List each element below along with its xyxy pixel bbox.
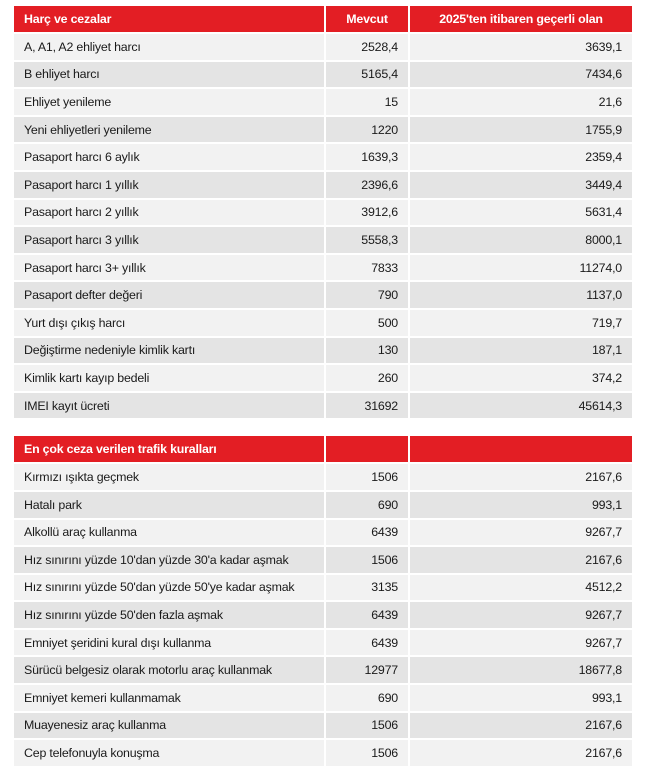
header-rule-name: En çok ceza verilen trafik kuralları [14, 436, 326, 462]
row-new-value: 2167,6 [410, 547, 632, 573]
row-current-value: 6439 [326, 602, 410, 628]
row-label: Sürücü belgesiz olarak motorlu araç kullanmak [14, 657, 326, 683]
row-label: Pasaport harcı 2 yıllık [14, 200, 326, 226]
row-label: Emniyet kemeri kullanmamak [14, 685, 326, 711]
table-row [14, 227, 632, 253]
row-current-value: 2396,6 [326, 172, 410, 198]
row-label: B ehliyet harcı [14, 62, 326, 88]
row-new-value: 2167,6 [410, 740, 632, 766]
table-row [14, 492, 632, 518]
row-label: Pasaport harcı 3+ yıllık [14, 255, 326, 281]
row-label: Muayenesiz araç kullanma [14, 713, 326, 739]
row-current-value: 7833 [326, 255, 410, 281]
row-label: Değiştirme nedeniyle kimlik kartı [14, 338, 326, 364]
row-current-value: 15 [326, 89, 410, 115]
table-gap [0, 420, 645, 434]
row-current-value: 690 [326, 492, 410, 518]
row-current-value: 6439 [326, 520, 410, 546]
row-label: IMEI kayıt ücreti [14, 393, 326, 419]
row-new-value: 1137,0 [410, 282, 632, 308]
row-label: Hatalı park [14, 492, 326, 518]
traffic-fines-table-header [14, 436, 632, 462]
table-row [14, 117, 632, 143]
row-new-value: 2167,6 [410, 464, 632, 490]
row-label: Pasaport defter değeri [14, 282, 326, 308]
row-new-value: 8000,1 [410, 227, 632, 253]
table-row [14, 740, 632, 766]
row-new-value: 2359,4 [410, 144, 632, 170]
row-label: Hız sınırını yüzde 50'dan yüzde 50'ye kadar aşmak [14, 575, 326, 601]
header-current: Mevcut [326, 6, 410, 32]
row-new-value: 993,1 [410, 685, 632, 711]
row-current-value: 6439 [326, 630, 410, 656]
row-label: Pasaport harcı 1 yıllık [14, 172, 326, 198]
row-current-value: 12977 [326, 657, 410, 683]
header-fee-name: Harç ve cezalar [14, 6, 326, 32]
row-current-value: 500 [326, 310, 410, 336]
table-row [14, 338, 632, 364]
row-label: Kimlik kartı kayıp bedeli [14, 365, 326, 391]
row-label: Yeni ehliyetleri yenileme [14, 117, 326, 143]
row-current-value: 1639,3 [326, 144, 410, 170]
row-new-value: 2167,6 [410, 713, 632, 739]
table-row [14, 520, 632, 546]
table-row [14, 657, 632, 683]
row-label: Pasaport harcı 3 yıllık [14, 227, 326, 253]
row-label: Ehliyet yenileme [14, 89, 326, 115]
row-new-value: 9267,7 [410, 630, 632, 656]
table-row [14, 172, 632, 198]
row-current-value: 31692 [326, 393, 410, 419]
row-current-value: 1506 [326, 547, 410, 573]
row-new-value: 187,1 [410, 338, 632, 364]
table-row [14, 34, 632, 60]
header-new-empty [410, 436, 632, 462]
row-new-value: 4512,2 [410, 575, 632, 601]
row-current-value: 130 [326, 338, 410, 364]
table-row [14, 62, 632, 88]
row-new-value: 9267,7 [410, 602, 632, 628]
table-row [14, 713, 632, 739]
row-new-value: 21,6 [410, 89, 632, 115]
row-current-value: 1506 [326, 464, 410, 490]
table-row [14, 200, 632, 226]
table-row [14, 310, 632, 336]
table-row [14, 575, 632, 601]
row-new-value: 18677,8 [410, 657, 632, 683]
row-label: Alkollü araç kullanma [14, 520, 326, 546]
row-current-value: 790 [326, 282, 410, 308]
row-current-value: 5558,3 [326, 227, 410, 253]
table-row [14, 547, 632, 573]
row-new-value: 374,2 [410, 365, 632, 391]
row-current-value: 5165,4 [326, 62, 410, 88]
fees-table [14, 4, 632, 420]
row-current-value: 3135 [326, 575, 410, 601]
table-row [14, 602, 632, 628]
table-row [14, 255, 632, 281]
table-row [14, 144, 632, 170]
row-current-value: 1506 [326, 740, 410, 766]
row-label: Pasaport harcı 6 aylık [14, 144, 326, 170]
traffic-fines-table [14, 434, 632, 768]
row-current-value: 3912,6 [326, 200, 410, 226]
table-row [14, 282, 632, 308]
row-current-value: 2528,4 [326, 34, 410, 60]
table-row [14, 89, 632, 115]
row-new-value: 9267,7 [410, 520, 632, 546]
row-label: Yurt dışı çıkış harcı [14, 310, 326, 336]
row-current-value: 1220 [326, 117, 410, 143]
fees-table-header [14, 6, 632, 32]
table-row [14, 393, 632, 419]
header-current-empty [326, 436, 410, 462]
table-row [14, 685, 632, 711]
row-label: Hız sınırını yüzde 10'dan yüzde 30'a kadar aşmak [14, 547, 326, 573]
row-current-value: 260 [326, 365, 410, 391]
row-new-value: 5631,4 [410, 200, 632, 226]
row-label: Hız sınırını yüzde 50'den fazla aşmak [14, 602, 326, 628]
row-new-value: 7434,6 [410, 62, 632, 88]
row-new-value: 1755,9 [410, 117, 632, 143]
row-current-value: 1506 [326, 713, 410, 739]
table-row [14, 365, 632, 391]
row-new-value: 3639,1 [410, 34, 632, 60]
row-new-value: 993,1 [410, 492, 632, 518]
row-label: Kırmızı ışıkta geçmek [14, 464, 326, 490]
table-row [14, 464, 632, 490]
row-label: Emniyet şeridini kural dışı kullanma [14, 630, 326, 656]
row-new-value: 45614,3 [410, 393, 632, 419]
header-new: 2025'ten itibaren geçerli olan [410, 6, 632, 32]
row-current-value: 690 [326, 685, 410, 711]
row-new-value: 3449,4 [410, 172, 632, 198]
row-label: A, A1, A2 ehliyet harcı [14, 34, 326, 60]
table-row [14, 630, 632, 656]
row-label: Cep telefonuyla konuşma [14, 740, 326, 766]
row-new-value: 719,7 [410, 310, 632, 336]
row-new-value: 11274,0 [410, 255, 632, 281]
